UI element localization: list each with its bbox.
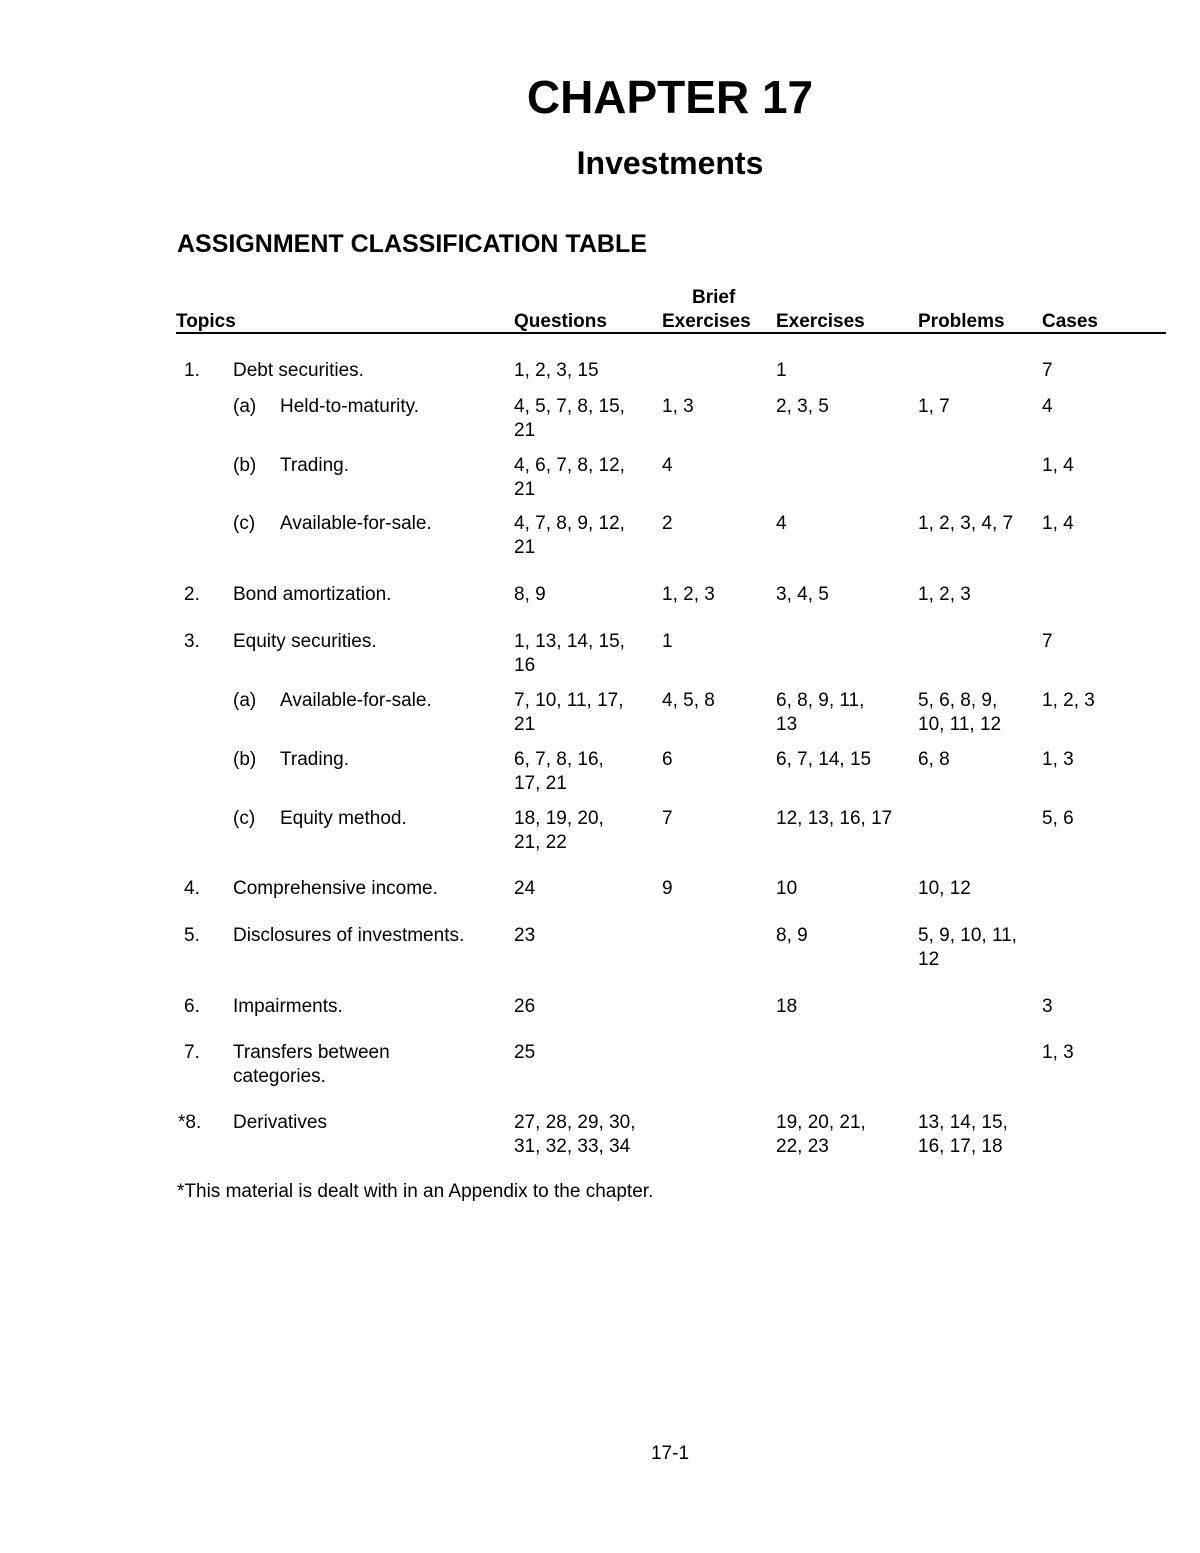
cases-cell: 5, 6 bbox=[1042, 808, 1074, 829]
exercises-cell: 6, 8, 9, 11, 13 bbox=[776, 690, 865, 735]
topic-label: Debt securities. bbox=[233, 360, 364, 381]
chapter-subtitle: Investments bbox=[576, 145, 764, 181]
section-heading: ASSIGNMENT CLASSIFICATION TABLE bbox=[177, 230, 647, 258]
topic-number: (b) bbox=[233, 749, 257, 770]
questions-cell: 8, 9 bbox=[514, 584, 546, 605]
problems-cell: 10, 12 bbox=[918, 878, 971, 899]
topic-number: 7. bbox=[184, 1042, 200, 1063]
topic-label: Disclosures of investments. bbox=[233, 925, 465, 946]
column-header-exercises: Exercises bbox=[776, 311, 865, 332]
topic-label: Impairments. bbox=[233, 996, 343, 1017]
topic-label: Derivatives bbox=[233, 1112, 327, 1133]
problems-cell: 1, 2, 3, 4, 7 bbox=[918, 513, 1014, 534]
problems-cell: 5, 6, 8, 9, 10, 11, 12 bbox=[918, 690, 1002, 735]
topic-number: (c) bbox=[233, 808, 256, 829]
topic-number: *8. bbox=[178, 1112, 202, 1133]
topic-label: Held-to-maturity. bbox=[280, 396, 420, 417]
topic-number: (c) bbox=[233, 513, 256, 534]
cases-cell: 1, 4 bbox=[1042, 513, 1074, 534]
questions-cell: 18, 19, 20, 21, 22 bbox=[514, 808, 604, 853]
cases-cell: 3 bbox=[1042, 996, 1053, 1017]
exercises-cell: 4 bbox=[776, 513, 787, 534]
questions-cell: 7, 10, 11, 17, 21 bbox=[514, 690, 624, 735]
brief-exercises-cell: 1, 3 bbox=[662, 396, 694, 417]
cases-cell: 7 bbox=[1042, 631, 1053, 652]
questions-cell: 26 bbox=[514, 996, 536, 1017]
problems-cell: 5, 9, 10, 11, 12 bbox=[918, 925, 1017, 970]
column-header-topics: Topics bbox=[176, 311, 236, 332]
brief-exercises-cell: 6 bbox=[662, 749, 673, 770]
exercises-cell: 8, 9 bbox=[776, 925, 808, 946]
questions-cell: 4, 5, 7, 8, 15, 21 bbox=[514, 396, 625, 441]
column-header-brief-exercises: Exercises bbox=[662, 311, 751, 332]
questions-cell: 1, 13, 14, 15, 16 bbox=[514, 631, 625, 676]
questions-cell: 27, 28, 29, 30, 31, 32, 33, 34 bbox=[514, 1112, 636, 1157]
exercises-cell: 1 bbox=[776, 360, 787, 381]
exercises-cell: 10 bbox=[776, 878, 798, 899]
topic-number: 1. bbox=[184, 360, 200, 381]
topic-label: Available-for-sale. bbox=[280, 513, 432, 534]
topic-label: Transfers between categories. bbox=[233, 1042, 390, 1087]
chapter-title: CHAPTER 17 bbox=[526, 71, 814, 123]
problems-cell: 1, 2, 3 bbox=[918, 584, 971, 605]
brief-exercises-cell: 7 bbox=[662, 808, 673, 829]
topic-label: Trading. bbox=[280, 455, 349, 476]
exercises-cell: 3, 4, 5 bbox=[776, 584, 829, 605]
topic-label: Equity securities. bbox=[233, 631, 377, 652]
cases-cell: 1, 3 bbox=[1042, 1042, 1074, 1063]
questions-cell: 4, 6, 7, 8, 12, 21 bbox=[514, 455, 625, 500]
cases-cell: 4 bbox=[1042, 396, 1053, 417]
questions-cell: 4, 7, 8, 9, 12, 21 bbox=[514, 513, 625, 558]
column-header-brief: Brief bbox=[692, 287, 736, 308]
questions-cell: 25 bbox=[514, 1042, 536, 1063]
topic-label: Trading. bbox=[280, 749, 349, 770]
topic-label: Equity method. bbox=[280, 808, 407, 829]
topic-number: (a) bbox=[233, 396, 257, 417]
questions-cell: 23 bbox=[514, 925, 536, 946]
column-header-questions: Questions bbox=[514, 311, 607, 332]
brief-exercises-cell: 9 bbox=[662, 878, 673, 899]
brief-exercises-cell: 2 bbox=[662, 513, 673, 534]
exercises-cell: 2, 3, 5 bbox=[776, 396, 829, 417]
topic-number: 3. bbox=[184, 631, 200, 652]
cases-cell: 1, 3 bbox=[1042, 749, 1074, 770]
questions-cell: 1, 2, 3, 15 bbox=[514, 360, 599, 381]
topic-number: (a) bbox=[233, 690, 257, 711]
topic-number: 2. bbox=[184, 584, 200, 605]
exercises-cell: 19, 20, 21, 22, 23 bbox=[776, 1112, 866, 1157]
header-rule bbox=[176, 332, 1166, 334]
topic-label: Bond amortization. bbox=[233, 584, 392, 605]
questions-cell: 6, 7, 8, 16, 17, 21 bbox=[514, 749, 604, 794]
brief-exercises-cell: 4, 5, 8 bbox=[662, 690, 715, 711]
cases-cell: 7 bbox=[1042, 360, 1053, 381]
topic-number: 4. bbox=[184, 878, 200, 899]
cases-cell: 1, 2, 3 bbox=[1042, 690, 1095, 711]
problems-cell: 1, 7 bbox=[918, 396, 950, 417]
exercises-cell: 6, 7, 14, 15 bbox=[776, 749, 872, 770]
brief-exercises-cell: 1 bbox=[662, 631, 673, 652]
topic-number: 5. bbox=[184, 925, 200, 946]
exercises-cell: 18 bbox=[776, 996, 798, 1017]
topic-label: Comprehensive income. bbox=[233, 878, 438, 899]
brief-exercises-cell: 4 bbox=[662, 455, 673, 476]
page-number: 17-1 bbox=[650, 1443, 690, 1464]
problems-cell: 13, 14, 15, 16, 17, 18 bbox=[918, 1112, 1008, 1157]
cases-cell: 1, 4 bbox=[1042, 455, 1074, 476]
topic-number: 6. bbox=[184, 996, 200, 1017]
topic-label: Available-for-sale. bbox=[280, 690, 432, 711]
column-header-problems: Problems bbox=[918, 311, 1005, 332]
appendix-footnote: *This material is dealt with in an Appendix to the chapter. bbox=[177, 1181, 654, 1202]
problems-cell: 6, 8 bbox=[918, 749, 950, 770]
exercises-cell: 12, 13, 16, 17 bbox=[776, 808, 893, 829]
topic-number: (b) bbox=[233, 455, 257, 476]
questions-cell: 24 bbox=[514, 878, 536, 899]
column-header-cases: Cases bbox=[1042, 311, 1098, 332]
brief-exercises-cell: 1, 2, 3 bbox=[662, 584, 715, 605]
